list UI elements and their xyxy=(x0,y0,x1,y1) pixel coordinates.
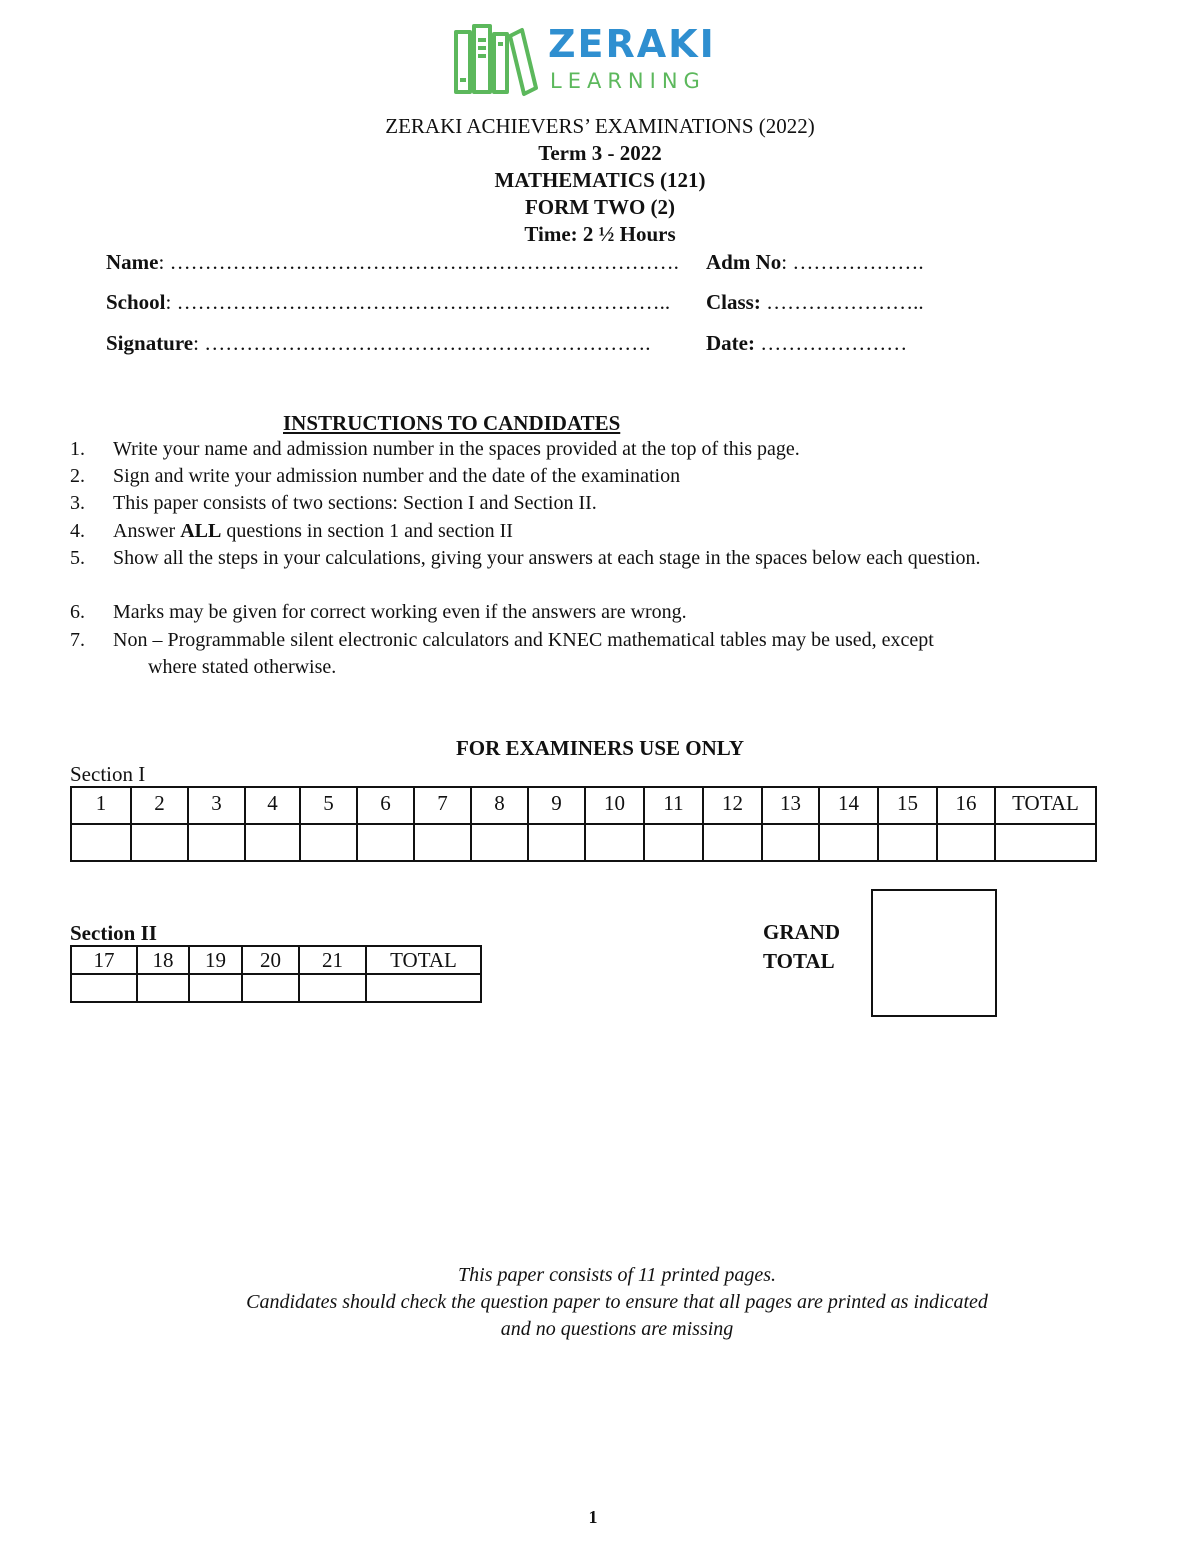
date-label: Date: xyxy=(706,331,755,355)
column-header: 18 xyxy=(137,946,189,974)
signature-dots: : ………………………………………………………. xyxy=(193,331,651,355)
score-cell[interactable] xyxy=(585,824,644,861)
score-cell[interactable] xyxy=(414,824,471,861)
instruction-text: This paper consists of two sections: Section I and Section II. xyxy=(113,492,597,514)
grand-total-box[interactable] xyxy=(871,889,997,1017)
grand-label-line2: TOTAL xyxy=(763,949,835,973)
score-cell[interactable] xyxy=(131,824,188,861)
exam-time: Time: 2 ½ Hours xyxy=(524,222,676,246)
logo-subtitle: LEARNING xyxy=(550,69,706,93)
books-icon xyxy=(452,22,542,98)
adm-no-dots: : ………………. xyxy=(781,250,924,274)
instruction-text xyxy=(113,518,1103,545)
score-cell[interactable] xyxy=(937,824,995,861)
column-header: 16 xyxy=(937,787,995,824)
examiners-title: FOR EXAMINERS USE ONLY xyxy=(455,736,745,760)
class-field[interactable] xyxy=(706,289,924,315)
date-field[interactable] xyxy=(706,330,907,356)
column-header: 21 xyxy=(299,946,366,974)
adm-no-field[interactable] xyxy=(706,249,924,275)
column-header: 12 xyxy=(703,787,762,824)
score-cell[interactable] xyxy=(300,824,357,861)
score-cell[interactable] xyxy=(299,974,366,1002)
score-cell[interactable] xyxy=(878,824,937,861)
footer-check-note-cont: and no questions are missing xyxy=(500,1318,734,1340)
column-header: 3 xyxy=(188,787,245,824)
school-dots: : …………………………………………………………….. xyxy=(165,290,671,314)
signature-label: Signature xyxy=(106,331,194,355)
instruction-number: 5. xyxy=(70,547,85,569)
school-field[interactable] xyxy=(106,289,670,315)
score-row xyxy=(71,974,481,1002)
exam-term: Term 3 - 2022 xyxy=(538,141,662,165)
column-header: 6 xyxy=(357,787,414,824)
score-cell[interactable] xyxy=(71,824,131,861)
signature-field[interactable] xyxy=(106,330,650,356)
column-header: 5 xyxy=(300,787,357,824)
column-header: 20 xyxy=(242,946,299,974)
score-cell[interactable] xyxy=(242,974,299,1002)
instruction-number: 6. xyxy=(70,601,85,623)
score-cell[interactable] xyxy=(245,824,300,861)
score-cell[interactable] xyxy=(188,824,245,861)
zeraki-logo xyxy=(452,22,742,98)
school-label: School xyxy=(106,290,166,314)
instruction-text: Show all the steps in your calculations, giving your answers at each stage in the spaces below each question. xyxy=(113,547,981,569)
instruction-text-pre: Answer xyxy=(113,520,181,542)
score-cell[interactable] xyxy=(644,824,703,861)
logo-wordmark: ZERAKI xyxy=(548,22,716,66)
column-header: 10 xyxy=(585,787,644,824)
score-cell[interactable] xyxy=(189,974,242,1002)
score-cell[interactable] xyxy=(357,824,414,861)
score-row xyxy=(71,824,1096,861)
exam-form: FORM TWO (2) xyxy=(524,195,676,219)
score-cell[interactable] xyxy=(762,824,819,861)
section2-score-table xyxy=(70,945,482,1003)
column-header: 1 xyxy=(71,787,131,824)
footer-check-note: Candidates should check the question paper to ensure that all pages are printed as indicated xyxy=(246,1291,988,1313)
grand-label-line1: GRAND xyxy=(763,920,840,944)
instruction-text-continued: where stated otherwise. xyxy=(148,656,337,678)
score-cell[interactable] xyxy=(137,974,189,1002)
score-cell[interactable] xyxy=(71,974,137,1002)
score-cell[interactable] xyxy=(528,824,585,861)
instruction-text-bold: ALL xyxy=(180,520,222,542)
column-header: 11 xyxy=(644,787,703,824)
score-cell[interactable] xyxy=(819,824,878,861)
section1-score-table xyxy=(70,786,1097,862)
class-label: Class: xyxy=(706,290,761,314)
column-header: 2 xyxy=(131,787,188,824)
instruction-number: 7. xyxy=(70,629,85,651)
instruction-number: 2. xyxy=(70,465,85,487)
column-header: TOTAL xyxy=(995,787,1096,824)
page-number: 1 xyxy=(588,1507,598,1527)
column-header: 4 xyxy=(245,787,300,824)
instructions-title: INSTRUCTIONS TO CANDIDATES xyxy=(283,411,621,435)
table-header-row xyxy=(71,946,481,974)
name-label: Name xyxy=(106,250,159,274)
adm-no-label: Adm No xyxy=(706,250,782,274)
class-dots: ………………….. xyxy=(760,290,924,314)
instruction-text-post: questions in section 1 and section II xyxy=(221,520,513,542)
column-header: 9 xyxy=(528,787,585,824)
score-cell[interactable] xyxy=(703,824,762,861)
total-cell[interactable] xyxy=(366,974,481,1002)
column-header: 7 xyxy=(414,787,471,824)
column-header: 13 xyxy=(762,787,819,824)
total-cell[interactable] xyxy=(995,824,1096,861)
instruction-text: Non – Programmable silent electronic calculators and KNEC mathematical tables may be used, except xyxy=(113,629,934,651)
instruction-text: Write your name and admission number in the spaces provided at the top of this page. xyxy=(113,438,800,460)
column-header: 15 xyxy=(878,787,937,824)
instruction-number: 1. xyxy=(70,438,85,460)
instruction-text: Marks may be given for correct working even if the answers are wrong. xyxy=(113,601,687,623)
date-dots: ………………… xyxy=(754,331,908,355)
score-cell[interactable] xyxy=(471,824,528,861)
table-header-row xyxy=(71,787,1096,824)
exam-title: ZERAKI ACHIEVERS’ EXAMINATIONS (2022) xyxy=(385,114,815,138)
column-header: TOTAL xyxy=(366,946,481,974)
column-header: 14 xyxy=(819,787,878,824)
column-header: 17 xyxy=(71,946,137,974)
grand-total-label xyxy=(763,918,840,976)
column-header: 8 xyxy=(471,787,528,824)
instruction-text: Sign and write your admission number and the date of the examination xyxy=(113,465,681,487)
exam-subject: MATHEMATICS (121) xyxy=(494,168,706,192)
footer-pages-note: This paper consists of 11 printed pages. xyxy=(458,1264,776,1286)
section1-label: Section I xyxy=(70,762,146,786)
instruction-number: 3. xyxy=(70,492,85,514)
name-dots: : ………………………………………………………………. xyxy=(158,250,679,274)
instruction-number: 4. xyxy=(70,520,85,542)
section2-label: Section II xyxy=(70,921,157,945)
column-header: 19 xyxy=(189,946,242,974)
name-field[interactable] xyxy=(106,249,679,275)
